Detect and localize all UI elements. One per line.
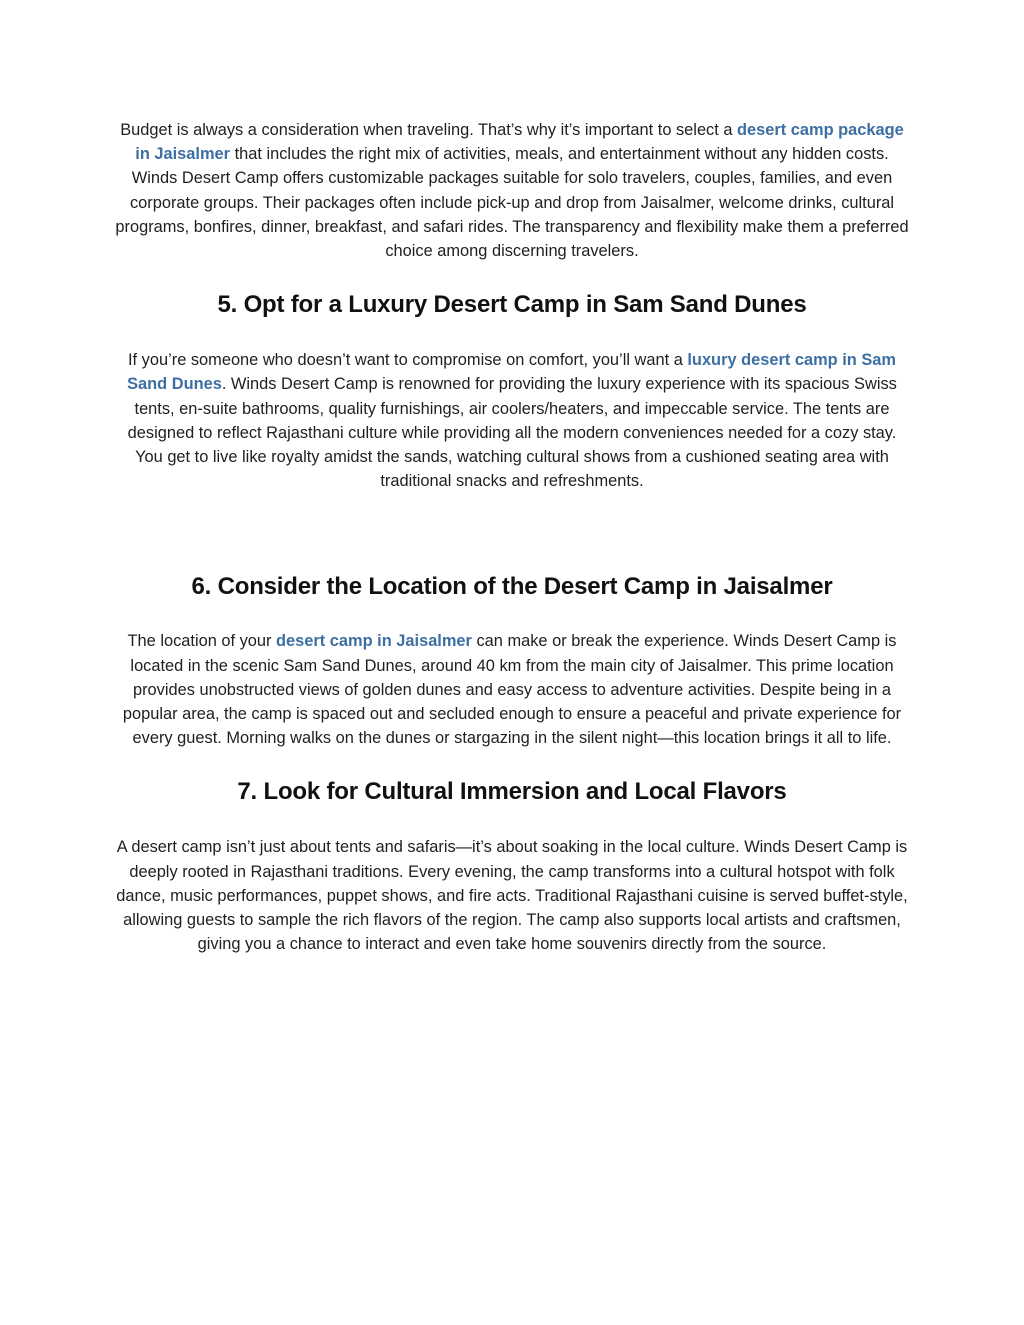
heading-luxury-desert-camp: 5. Opt for a Luxury Desert Camp in Sam Sand Dunes <box>217 291 807 319</box>
link-desert-camp-jaisalmer[interactable]: desert camp in Jaisalmer <box>276 632 472 651</box>
paragraph-budget <box>112 118 912 263</box>
paragraph-text: Budget is always a consideration when traveling. That’s why it’s important to select a <box>120 121 738 139</box>
heading-location: 6. Consider the Location of the Desert Camp in Jaisalmer <box>191 573 833 601</box>
paragraph-text: can make or break the experience. Winds Desert Camp is located in the scenic Sam Sand Dunes, around 40 km from the main city of Jaisalmer. This prime location provides unobstructed views of golden dunes and easy access to adventure activities. Despite being in a popular area, the camp is spaced out and secluded enough to ensure a peaceful and private experience for every guest. Morning walks on the dunes or stargazing in the silent night—this location brings it all to life. <box>122 632 902 748</box>
heading-cultural-immersion: 7. Look for Cultural Immersion and Local Flavors <box>237 778 787 806</box>
paragraph-text: A desert camp isn’t just about tents and safaris—it’s about soaking in the local culture. Winds Desert Camp is deeply rooted in Rajasthani traditions. Every evening, the camp transforms into a cultural hotspot with folk dance, music performances, puppet shows, and fire acts. Traditional Rajasthani cuisine is served buffet-style, allowing guests to sample the rich flavors of the region. The camp also supports local artists and craftsmen, giving you a chance to interact and even take home souvenirs directly from the source. <box>116 838 908 954</box>
document-page <box>112 118 912 956</box>
paragraph-text: . Winds Desert Camp is renowned for providing the luxury experience with its spacious Swiss tents, en-suite bathrooms, quality furnishings, air coolers/heaters, and impeccable service. The tents are designed to reflect Rajasthani culture while providing all the modern conveniences needed for a cozy stay. You get to live like royalty amidst the sands, watching cultural shows from a cushioned seating area with traditional snacks and refreshments. <box>127 375 897 491</box>
paragraph-text: that includes the right mix of activities, meals, and entertainment without any hidden costs. Winds Desert Camp offers customizable packages suitable for solo travelers, couples, families, and even corporate groups. Their packages often include pick-up and drop from Jaisalmer, welcome drinks, cultural programs, bonfires, dinner, breakfast, and safari rides. The transparency and flexibility make them a preferred choice among discerning travelers. <box>115 145 909 261</box>
link-luxury-desert-camp[interactable]: luxury desert camp in Sam Sand Dunes <box>127 351 896 394</box>
paragraph-location <box>112 629 912 750</box>
paragraph-text: The location of your <box>127 632 277 651</box>
paragraph-culture <box>112 835 912 956</box>
paragraph-text: If you’re someone who doesn’t want to compromise on comfort, you’ll want a <box>128 351 688 370</box>
paragraph-luxury <box>112 348 912 493</box>
link-desert-camp-package[interactable]: desert camp package in Jaisalmer <box>135 121 904 164</box>
